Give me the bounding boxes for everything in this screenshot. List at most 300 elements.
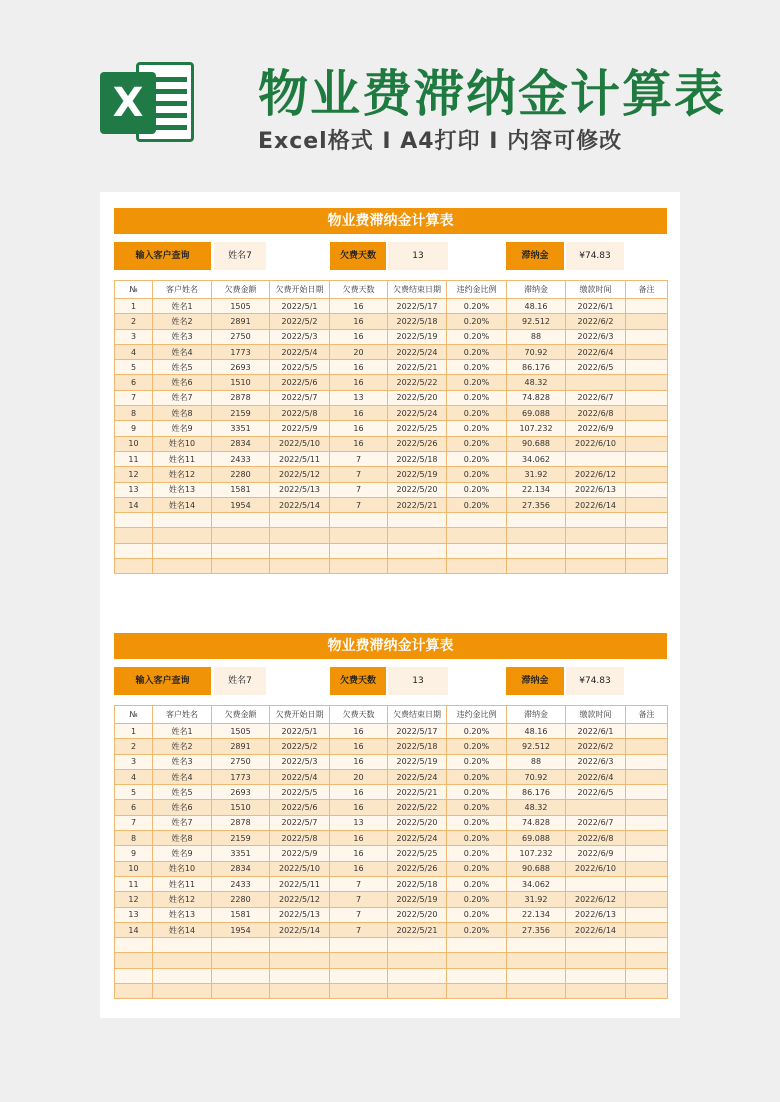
table-cell[interactable]: 0.20%	[447, 451, 507, 466]
table-cell[interactable]: 0.20%	[447, 436, 507, 451]
table-cell[interactable]: 2022/6/2	[566, 314, 626, 329]
table-cell[interactable]	[507, 953, 566, 968]
table-cell[interactable]: 2022/5/4	[270, 769, 330, 784]
table-cell[interactable]	[153, 984, 212, 999]
table-cell[interactable]: 2022/5/21	[388, 497, 447, 512]
table-cell[interactable]	[626, 892, 668, 907]
table-cell[interactable]	[212, 938, 270, 953]
table-cell[interactable]: 14	[115, 497, 153, 512]
table-cell[interactable]	[507, 984, 566, 999]
table-cell[interactable]: 2022/5/12	[270, 892, 330, 907]
table-cell[interactable]: 7	[330, 892, 388, 907]
table-cell[interactable]	[447, 938, 507, 953]
table-cell[interactable]	[626, 831, 668, 846]
table-cell[interactable]: 2022/5/8	[270, 406, 330, 421]
table-cell[interactable]: 2022/5/24	[388, 344, 447, 359]
table-cell[interactable]	[566, 528, 626, 543]
table-cell[interactable]: 13	[330, 815, 388, 830]
table-cell[interactable]: 2022/6/12	[566, 892, 626, 907]
table-cell[interactable]: 16	[330, 360, 388, 375]
table-cell[interactable]: 2159	[212, 831, 270, 846]
table-cell[interactable]	[212, 513, 270, 528]
table-cell[interactable]	[626, 922, 668, 937]
table-cell[interactable]: 3	[115, 329, 153, 344]
table-cell[interactable]: 2022/5/11	[270, 451, 330, 466]
table-cell[interactable]: 13	[115, 482, 153, 497]
table-cell[interactable]	[626, 375, 668, 390]
table-cell[interactable]: 0.20%	[447, 907, 507, 922]
table-cell[interactable]: 2022/6/5	[566, 360, 626, 375]
table-cell[interactable]: 2022/5/19	[388, 754, 447, 769]
table-cell[interactable]: 2022/5/20	[388, 390, 447, 405]
table-cell[interactable]: 姓名7	[153, 390, 212, 405]
table-cell[interactable]: 4	[115, 344, 153, 359]
table-cell[interactable]: 9	[115, 846, 153, 861]
table-cell[interactable]	[626, 876, 668, 891]
table-cell[interactable]	[388, 559, 447, 574]
table-cell[interactable]: 2750	[212, 329, 270, 344]
table-cell[interactable]: 2022/5/20	[388, 482, 447, 497]
table-cell[interactable]: 2433	[212, 451, 270, 466]
table-cell[interactable]: 2022/5/20	[388, 815, 447, 830]
table-cell[interactable]: 20	[330, 769, 388, 784]
table-cell[interactable]: 0.20%	[447, 861, 507, 876]
table-cell[interactable]	[566, 451, 626, 466]
table-cell[interactable]: 2022/5/22	[388, 375, 447, 390]
table-cell[interactable]: 2022/5/21	[388, 360, 447, 375]
table-cell[interactable]	[507, 559, 566, 574]
table-cell[interactable]	[270, 968, 330, 983]
table-cell[interactable]: 2022/5/17	[388, 299, 447, 314]
table-cell[interactable]	[270, 984, 330, 999]
table-cell[interactable]	[626, 968, 668, 983]
table-cell[interactable]	[626, 467, 668, 482]
table-cell[interactable]	[115, 559, 153, 574]
table-cell[interactable]: 31.92	[507, 892, 566, 907]
table-cell[interactable]: 16	[330, 785, 388, 800]
table-cell[interactable]: 1581	[212, 482, 270, 497]
table-cell[interactable]: 2022/5/21	[388, 922, 447, 937]
table-cell[interactable]	[270, 559, 330, 574]
table-cell[interactable]: 1	[115, 299, 153, 314]
table-cell[interactable]: 2022/5/14	[270, 922, 330, 937]
table-cell[interactable]: 1954	[212, 497, 270, 512]
table-cell[interactable]: 2022/5/3	[270, 329, 330, 344]
table-cell[interactable]: 16	[330, 421, 388, 436]
table-cell[interactable]	[330, 543, 388, 558]
table-cell[interactable]: 14	[115, 922, 153, 937]
table-cell[interactable]	[388, 513, 447, 528]
table-cell[interactable]	[566, 543, 626, 558]
table-cell[interactable]: 2022/6/5	[566, 785, 626, 800]
table-cell[interactable]	[330, 984, 388, 999]
table-cell[interactable]: 16	[330, 861, 388, 876]
table-cell[interactable]: 2022/5/24	[388, 831, 447, 846]
table-cell[interactable]: 2022/6/8	[566, 831, 626, 846]
table-cell[interactable]: 0.20%	[447, 390, 507, 405]
table-cell[interactable]: 88	[507, 754, 566, 769]
table-cell[interactable]: 2022/6/1	[566, 299, 626, 314]
table-cell[interactable]	[566, 984, 626, 999]
table-cell[interactable]	[626, 314, 668, 329]
table-cell[interactable]: 姓名7	[153, 815, 212, 830]
table-cell[interactable]: 姓名1	[153, 724, 212, 739]
table-cell[interactable]: 2022/6/2	[566, 739, 626, 754]
table-cell[interactable]	[270, 938, 330, 953]
table-cell[interactable]: 姓名10	[153, 861, 212, 876]
table-cell[interactable]: 0.20%	[447, 892, 507, 907]
table-cell[interactable]	[388, 953, 447, 968]
table-cell[interactable]: 2022/6/9	[566, 421, 626, 436]
table-cell[interactable]: 48.32	[507, 375, 566, 390]
table-cell[interactable]: 0.20%	[447, 360, 507, 375]
table-cell[interactable]: 2022/5/5	[270, 785, 330, 800]
table-cell[interactable]: 5	[115, 785, 153, 800]
table-cell[interactable]: 16	[330, 724, 388, 739]
table-cell[interactable]: 2834	[212, 861, 270, 876]
table-cell[interactable]: 1773	[212, 769, 270, 784]
table-cell[interactable]: 0.20%	[447, 299, 507, 314]
table-cell[interactable]: 0.20%	[447, 314, 507, 329]
table-cell[interactable]: 0.20%	[447, 769, 507, 784]
table-cell[interactable]: 16	[330, 739, 388, 754]
table-cell[interactable]: 姓名13	[153, 482, 212, 497]
table-cell[interactable]	[115, 528, 153, 543]
table-cell[interactable]	[566, 375, 626, 390]
table-cell[interactable]: 2280	[212, 892, 270, 907]
table-cell[interactable]: 16	[330, 329, 388, 344]
table-cell[interactable]: 0.20%	[447, 497, 507, 512]
table-cell[interactable]: 0.20%	[447, 344, 507, 359]
table-cell[interactable]: 2022/5/2	[270, 314, 330, 329]
table-cell[interactable]	[626, 724, 668, 739]
table-cell[interactable]: 16	[330, 406, 388, 421]
table-cell[interactable]: 2022/5/13	[270, 907, 330, 922]
table-cell[interactable]: 1505	[212, 299, 270, 314]
table-cell[interactable]: 2693	[212, 785, 270, 800]
table-cell[interactable]: 6	[115, 800, 153, 815]
table-cell[interactable]: 2022/5/4	[270, 344, 330, 359]
table-cell[interactable]: 11	[115, 451, 153, 466]
table-cell[interactable]: 2022/5/11	[270, 876, 330, 891]
table-cell[interactable]: 0.20%	[447, 800, 507, 815]
table-cell[interactable]: 5	[115, 360, 153, 375]
table-cell[interactable]: 90.688	[507, 436, 566, 451]
table-cell[interactable]	[153, 559, 212, 574]
table-cell[interactable]: 1581	[212, 907, 270, 922]
table-cell[interactable]	[626, 543, 668, 558]
table-cell[interactable]: 1	[115, 724, 153, 739]
table-cell[interactable]: 20	[330, 344, 388, 359]
table-cell[interactable]	[388, 968, 447, 983]
table-cell[interactable]: 16	[330, 314, 388, 329]
table-cell[interactable]	[212, 543, 270, 558]
table-cell[interactable]: 2280	[212, 467, 270, 482]
table-cell[interactable]	[388, 543, 447, 558]
table-cell[interactable]: 2022/6/12	[566, 467, 626, 482]
table-cell[interactable]: 22.134	[507, 907, 566, 922]
table-cell[interactable]: 7	[330, 451, 388, 466]
table-cell[interactable]: 2022/5/20	[388, 907, 447, 922]
table-cell[interactable]: 10	[115, 861, 153, 876]
table-cell[interactable]: 16	[330, 375, 388, 390]
table-cell[interactable]: 0.20%	[447, 375, 507, 390]
table-cell[interactable]	[330, 938, 388, 953]
table-cell[interactable]: 7	[330, 907, 388, 922]
table-cell[interactable]: 16	[330, 436, 388, 451]
customer-query-input[interactable]: 姓名7	[214, 667, 266, 695]
table-cell[interactable]	[447, 528, 507, 543]
table-cell[interactable]	[447, 513, 507, 528]
table-cell[interactable]: 13	[115, 907, 153, 922]
table-cell[interactable]: 2022/5/24	[388, 769, 447, 784]
table-cell[interactable]: 1954	[212, 922, 270, 937]
table-cell[interactable]: 2022/6/8	[566, 406, 626, 421]
table-cell[interactable]	[388, 984, 447, 999]
table-cell[interactable]: 姓名12	[153, 892, 212, 907]
table-cell[interactable]	[507, 968, 566, 983]
table-cell[interactable]: 姓名3	[153, 329, 212, 344]
table-cell[interactable]	[626, 938, 668, 953]
table-cell[interactable]: 7	[330, 922, 388, 937]
table-cell[interactable]: 1773	[212, 344, 270, 359]
table-cell[interactable]	[566, 800, 626, 815]
table-cell[interactable]: 74.828	[507, 390, 566, 405]
table-cell[interactable]: 69.088	[507, 831, 566, 846]
table-cell[interactable]: 2022/6/9	[566, 846, 626, 861]
table-cell[interactable]: 2022/6/14	[566, 497, 626, 512]
table-cell[interactable]	[626, 497, 668, 512]
table-cell[interactable]	[626, 785, 668, 800]
table-cell[interactable]: 3351	[212, 846, 270, 861]
table-cell[interactable]	[626, 800, 668, 815]
table-cell[interactable]: 2022/5/25	[388, 421, 447, 436]
table-cell[interactable]: 7	[115, 815, 153, 830]
table-cell[interactable]: 1510	[212, 375, 270, 390]
table-cell[interactable]: 70.92	[507, 344, 566, 359]
table-cell[interactable]: 2022/5/25	[388, 846, 447, 861]
table-cell[interactable]: 姓名6	[153, 375, 212, 390]
table-cell[interactable]: 70.92	[507, 769, 566, 784]
table-cell[interactable]	[507, 513, 566, 528]
table-cell[interactable]: 7	[330, 497, 388, 512]
table-cell[interactable]: 姓名9	[153, 846, 212, 861]
table-cell[interactable]: 90.688	[507, 861, 566, 876]
table-cell[interactable]	[626, 299, 668, 314]
table-cell[interactable]: 姓名10	[153, 436, 212, 451]
table-cell[interactable]: 2750	[212, 754, 270, 769]
table-cell[interactable]: 0.20%	[447, 754, 507, 769]
table-cell[interactable]	[626, 907, 668, 922]
table-cell[interactable]	[626, 482, 668, 497]
table-cell[interactable]: 1510	[212, 800, 270, 815]
table-cell[interactable]: 0.20%	[447, 815, 507, 830]
table-cell[interactable]	[330, 968, 388, 983]
table-cell[interactable]: 2022/5/9	[270, 846, 330, 861]
table-cell[interactable]: 2022/5/17	[388, 724, 447, 739]
table-cell[interactable]: 8	[115, 831, 153, 846]
table-cell[interactable]	[115, 968, 153, 983]
table-cell[interactable]: 2022/5/5	[270, 360, 330, 375]
table-cell[interactable]: 姓名14	[153, 922, 212, 937]
table-cell[interactable]: 9	[115, 421, 153, 436]
table-cell[interactable]: 0.20%	[447, 831, 507, 846]
table-cell[interactable]: 92.512	[507, 739, 566, 754]
table-cell[interactable]	[626, 861, 668, 876]
table-cell[interactable]: 姓名9	[153, 421, 212, 436]
table-cell[interactable]: 2022/5/7	[270, 815, 330, 830]
table-cell[interactable]	[115, 543, 153, 558]
table-cell[interactable]: 2891	[212, 739, 270, 754]
table-cell[interactable]	[626, 984, 668, 999]
table-cell[interactable]: 2022/6/3	[566, 329, 626, 344]
table-cell[interactable]: 2022/5/10	[270, 436, 330, 451]
table-cell[interactable]: 34.062	[507, 451, 566, 466]
table-cell[interactable]: 2022/6/14	[566, 922, 626, 937]
table-cell[interactable]: 2022/5/26	[388, 436, 447, 451]
table-cell[interactable]	[388, 938, 447, 953]
table-cell[interactable]: 6	[115, 375, 153, 390]
table-cell[interactable]: 姓名3	[153, 754, 212, 769]
table-cell[interactable]	[212, 559, 270, 574]
table-cell[interactable]: 2159	[212, 406, 270, 421]
table-cell[interactable]: 2022/5/21	[388, 785, 447, 800]
table-cell[interactable]	[566, 953, 626, 968]
table-cell[interactable]: 姓名14	[153, 497, 212, 512]
table-cell[interactable]: 69.088	[507, 406, 566, 421]
table-cell[interactable]: 姓名8	[153, 831, 212, 846]
table-cell[interactable]	[626, 406, 668, 421]
table-cell[interactable]: 10	[115, 436, 153, 451]
table-cell[interactable]: 2022/6/3	[566, 754, 626, 769]
table-cell[interactable]: 姓名1	[153, 299, 212, 314]
table-cell[interactable]: 姓名2	[153, 314, 212, 329]
table-cell[interactable]: 姓名6	[153, 800, 212, 815]
table-cell[interactable]: 2022/6/13	[566, 482, 626, 497]
table-cell[interactable]	[270, 513, 330, 528]
table-cell[interactable]	[626, 528, 668, 543]
table-cell[interactable]: 2022/6/10	[566, 436, 626, 451]
table-cell[interactable]: 8	[115, 406, 153, 421]
table-cell[interactable]	[626, 754, 668, 769]
table-cell[interactable]: 2022/5/12	[270, 467, 330, 482]
table-cell[interactable]	[153, 513, 212, 528]
table-cell[interactable]	[626, 451, 668, 466]
table-cell[interactable]: 2022/5/18	[388, 739, 447, 754]
table-cell[interactable]: 7	[115, 390, 153, 405]
table-cell[interactable]: 13	[330, 390, 388, 405]
table-cell[interactable]: 0.20%	[447, 876, 507, 891]
table-cell[interactable]: 1505	[212, 724, 270, 739]
table-cell[interactable]	[212, 984, 270, 999]
table-cell[interactable]: 2022/5/19	[388, 329, 447, 344]
table-cell[interactable]	[388, 528, 447, 543]
table-cell[interactable]: 0.20%	[447, 482, 507, 497]
table-cell[interactable]: 16	[330, 846, 388, 861]
table-cell[interactable]: 0.20%	[447, 922, 507, 937]
table-cell[interactable]	[626, 329, 668, 344]
table-cell[interactable]: 2022/5/18	[388, 451, 447, 466]
table-cell[interactable]: 2022/5/19	[388, 467, 447, 482]
table-cell[interactable]: 48.32	[507, 800, 566, 815]
table-cell[interactable]	[330, 953, 388, 968]
table-cell[interactable]: 2022/6/10	[566, 861, 626, 876]
table-cell[interactable]	[330, 513, 388, 528]
table-cell[interactable]: 7	[330, 876, 388, 891]
table-cell[interactable]: 2022/5/6	[270, 375, 330, 390]
table-cell[interactable]	[626, 513, 668, 528]
table-cell[interactable]	[153, 528, 212, 543]
table-cell[interactable]	[270, 543, 330, 558]
table-cell[interactable]: 7	[330, 467, 388, 482]
table-cell[interactable]: 姓名12	[153, 467, 212, 482]
table-cell[interactable]	[212, 968, 270, 983]
table-cell[interactable]: 姓名11	[153, 451, 212, 466]
table-cell[interactable]: 0.20%	[447, 329, 507, 344]
table-cell[interactable]: 27.356	[507, 497, 566, 512]
table-cell[interactable]: 2	[115, 314, 153, 329]
table-cell[interactable]: 11	[115, 876, 153, 891]
table-cell[interactable]	[330, 528, 388, 543]
table-cell[interactable]	[153, 543, 212, 558]
table-cell[interactable]	[626, 739, 668, 754]
table-cell[interactable]	[212, 953, 270, 968]
table-cell[interactable]: 27.356	[507, 922, 566, 937]
table-cell[interactable]	[626, 953, 668, 968]
table-cell[interactable]	[447, 984, 507, 999]
table-cell[interactable]: 88	[507, 329, 566, 344]
table-cell[interactable]: 92.512	[507, 314, 566, 329]
table-cell[interactable]	[153, 968, 212, 983]
table-cell[interactable]: 姓名2	[153, 739, 212, 754]
table-cell[interactable]: 2022/6/1	[566, 724, 626, 739]
table-cell[interactable]: 2022/5/2	[270, 739, 330, 754]
table-cell[interactable]: 2022/6/7	[566, 390, 626, 405]
table-cell[interactable]: 0.20%	[447, 467, 507, 482]
table-cell[interactable]	[626, 436, 668, 451]
table-cell[interactable]: 31.92	[507, 467, 566, 482]
table-cell[interactable]: 姓名8	[153, 406, 212, 421]
table-cell[interactable]	[153, 938, 212, 953]
table-cell[interactable]: 48.16	[507, 724, 566, 739]
table-cell[interactable]: 0.20%	[447, 739, 507, 754]
table-cell[interactable]	[626, 344, 668, 359]
table-cell[interactable]	[626, 559, 668, 574]
table-cell[interactable]: 2022/5/13	[270, 482, 330, 497]
table-cell[interactable]	[507, 938, 566, 953]
table-cell[interactable]	[447, 953, 507, 968]
table-cell[interactable]: 2022/5/26	[388, 861, 447, 876]
table-cell[interactable]	[626, 360, 668, 375]
table-cell[interactable]: 86.176	[507, 360, 566, 375]
table-cell[interactable]: 0.20%	[447, 724, 507, 739]
table-cell[interactable]: 姓名13	[153, 907, 212, 922]
table-cell[interactable]: 0.20%	[447, 406, 507, 421]
table-cell[interactable]: 姓名5	[153, 360, 212, 375]
table-cell[interactable]: 0.20%	[447, 846, 507, 861]
table-cell[interactable]: 2022/6/4	[566, 769, 626, 784]
table-cell[interactable]: 2433	[212, 876, 270, 891]
table-cell[interactable]: 2022/5/24	[388, 406, 447, 421]
table-cell[interactable]: 107.232	[507, 846, 566, 861]
table-cell[interactable]	[626, 769, 668, 784]
table-cell[interactable]	[330, 559, 388, 574]
table-cell[interactable]: 16	[330, 299, 388, 314]
table-cell[interactable]: 2022/6/13	[566, 907, 626, 922]
table-cell[interactable]: 48.16	[507, 299, 566, 314]
table-cell[interactable]: 2022/5/14	[270, 497, 330, 512]
customer-query-input[interactable]: 姓名7	[214, 242, 266, 270]
